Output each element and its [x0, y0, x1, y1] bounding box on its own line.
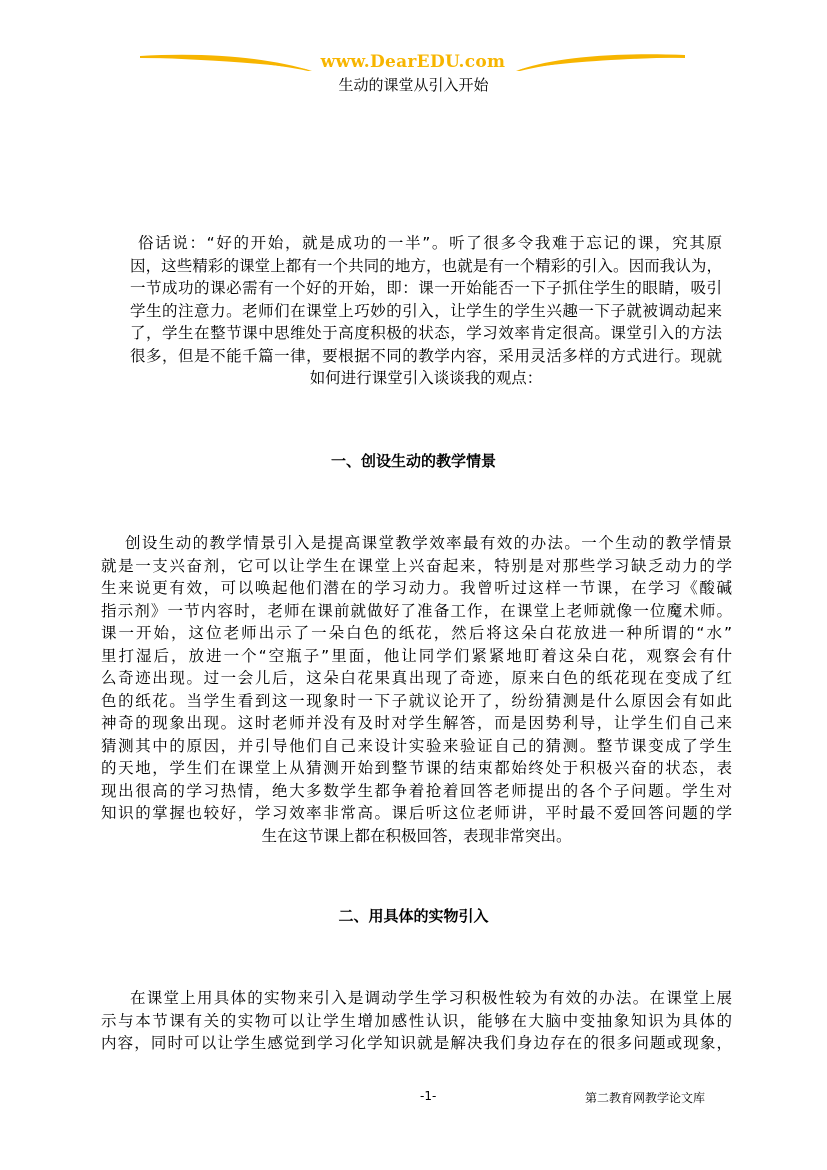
text-line: 么奇迹出现。过一会儿后，这朵白花果真出现了奇迹，原来白色的纸花现在变成了红	[101, 669, 732, 687]
text-line: 猜测其中的原因，并引导他们自己来设计实验来验证自己的猜测。整节课变成了学生	[101, 736, 732, 755]
text-line: 因，这些精彩的课堂上都有一个共同的地方，也就是有一个精彩的引入。因而我认为，	[130, 256, 722, 275]
text-line: 就是一支兴奋剂，它可以让学生在课堂上兴奋起来，特别是对那些学习缺乏动力的学	[101, 556, 732, 575]
footer-source: 第二教育网教学论文库	[585, 1091, 706, 1105]
text-line: 示与本节课有关的实物可以让学生增加感性认识，能够在大脑中变抽象知识为具体的	[101, 1011, 732, 1030]
text-line: 如何进行课堂引入谈谈我的观点：	[309, 369, 543, 387]
text-line: 在课堂上用具体的实物来引入是调动学生学习积极性较为有效的办法。在课堂上展	[130, 989, 732, 1007]
text-line: 内容，同时可以让学生感觉到学习化学知识就是解决我们身边存在的很多问题或现象，	[101, 1034, 732, 1052]
text-line: 很多，但是不能千篇一律，要根据不同的教学内容，采用灵活多样的方式进行。现就	[130, 346, 722, 365]
text-line: 指示剂》一节内容时，老师在课前就做好了准备工作，在课堂上老师就像一位魔术师。	[101, 601, 732, 620]
logo-text: www.DearEDU.com	[320, 52, 506, 72]
text-line: 俗话说：“好的开始，就是成功的一半”。听了很多令我难于忘记的课，究其原	[138, 234, 722, 252]
document-title: 生动的课堂从引入开始	[338, 76, 489, 94]
section-heading: 二、用具体的实物引入	[338, 907, 489, 925]
text-line: 学生的注意力。老师们在课堂上巧妙的引入，让学生的学生兴趣一下子就被调动起来	[130, 301, 722, 320]
text-line: 一节成功的课必需有一个好的开始，即：课一开始能否一下子抓住学生的眼睛，吸引	[130, 279, 722, 297]
text-line: 色的纸花。当学生看到这一现象时一下子就议论开了，纷纷猜测是什么原因会有如此	[101, 691, 732, 710]
text-line: 创设生动的教学情景引入是提高课堂教学效率最有效的办法。一个生动的教学情景	[125, 534, 732, 552]
section-1-paragraph	[101, 532, 732, 847]
text-line: 生来说更有效，可以唤起他们潜在的学习动力。我曾听过这样一节课，在学习《酸碱	[101, 579, 732, 597]
text-line: 知识的掌握也较好，学习效率非常高。课后听这位老师讲，平时最不爱回答问题的学	[101, 804, 732, 822]
text-line: 的天地，学生们在课堂上从猜测开始到整节课的结束都始终处于积极兴奋的状态，表	[101, 759, 732, 777]
site-logo	[140, 52, 685, 74]
text-line: 了，学生在整节课中思维处于高度积极的状态，学习效率肯定很高。课堂引入的方法	[130, 324, 722, 342]
intro-paragraph	[130, 232, 722, 390]
section-2-paragraph	[101, 987, 732, 1055]
text-line: 神奇的现象出现。这时老师并没有及时对学生解答，而是因势利导，让学生们自己来	[101, 714, 732, 732]
text-line: 里打湿后，放进一个“空瓶子”里面，他让同学们紧紧地盯着这朵白花，观察会有什	[101, 646, 732, 665]
text-line: 生在这节课上都在积极回答，表现非常突出。	[261, 826, 572, 845]
page-number: -1-	[420, 1089, 437, 1103]
text-line: 现出很高的学习热情，绝大多数学生都争着抢着回答老师提出的各个子问题。学生对	[101, 781, 732, 800]
section-heading: 一、创设生动的教学情景	[330, 452, 496, 470]
text-line: 课一开始，这位老师出示了一朵白色的纸花，然后将这朵白花放进一种所谓的“水”	[101, 624, 732, 642]
